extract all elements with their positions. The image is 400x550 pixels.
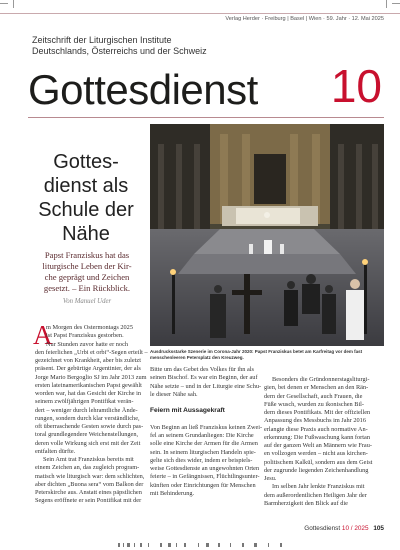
- body-text-line: aber dichten „Buona sera“ vom Balkon der: [35, 480, 144, 488]
- footer-magazine: Gottesdienst: [304, 525, 341, 532]
- body-text-line: dern dieses Pontifikats. Mit der offiziellen: [264, 409, 371, 416]
- body-text-line: Sein Amt trat Franziskus bereits mit: [43, 456, 134, 463]
- body-text-line: Nähe setzte – und in der Liturgie eine Schu-: [150, 382, 262, 390]
- drop-cap: A: [33, 320, 53, 350]
- photo-illustration: [150, 124, 384, 346]
- crop-mark: [0, 3, 8, 4]
- body-text-line: politischem Kalkül, sondern aus dem Geist: [264, 458, 373, 466]
- subtitle-line: Zeitschrift der Liturgischen Institute: [32, 35, 172, 45]
- body-text-line: mit Behinderung.: [150, 489, 195, 497]
- photo-caption: [150, 349, 384, 361]
- body-text-line: der zugrunde liegenden Zeichenhandlung: [264, 466, 369, 474]
- body-text-line: gezeichnet von Krankheit, aber bis zuletzt: [35, 357, 141, 364]
- body-text-line: Im selben Jahr lenkte Franziskus mit: [272, 483, 365, 491]
- body-text-line: seinem zwölfjährigen Pontifikat verän-: [35, 398, 134, 406]
- author-byline: Von Manuel Uder: [62, 298, 112, 305]
- body-text-line: entfalten dürfte.: [35, 447, 76, 455]
- page-footer: [304, 525, 384, 532]
- article-teaser: [28, 250, 146, 294]
- header-rule: [0, 13, 400, 14]
- crop-mark: [392, 3, 400, 4]
- print-marks: [118, 543, 288, 547]
- body-column-2: [150, 366, 263, 498]
- title-line: Schule der: [38, 199, 134, 221]
- body-text-line: [150, 416, 256, 424]
- body-text-line: dert – weniger durch lehramtliche Ände-: [35, 406, 138, 414]
- publication-line: Verlag Herder · Freiburg | Basel | Wien · 59. Jahr · 12. Mai 2025: [225, 16, 384, 22]
- title-line: Nähe: [62, 223, 110, 245]
- body-text-line: den feierlichen „Urbi et orbi“-Segen erteilt –: [35, 348, 148, 356]
- body-text-line: solle eine Kirche der Armen für die Armen: [150, 440, 258, 448]
- teaser-line: liturgische Leben der Kir-: [42, 261, 132, 271]
- magazine-title: Gottesdienst: [28, 66, 258, 113]
- title-rule: [28, 117, 384, 118]
- body-text-line: Nur Stunden zuvor hatte er noch: [46, 340, 129, 348]
- teaser-line: che geprägt und Zeichen: [44, 272, 130, 282]
- body-text-line: rungen, sondern durch klar verständliche,: [35, 414, 140, 422]
- body-text-line: feierte – in Gefängnissen, Flüchtlingsunter-: [150, 473, 260, 481]
- page-number: 105: [373, 525, 384, 532]
- teaser-line: gesetzt. – Ein Rückblick.: [43, 283, 131, 293]
- caption-line: menschenleeren Petersplatz den Kreuzweg.: [150, 355, 244, 361]
- magazine-subtitle: [32, 35, 292, 57]
- footer-issue: 10 / 2025: [341, 525, 369, 532]
- body-text-line: Jorge Mario Bergoglio SJ im Jahr 2013 zum: [35, 373, 147, 381]
- body-text-line: erlangte diese Praxis auch normative An-: [264, 425, 368, 433]
- body-text-line: [150, 399, 256, 407]
- body-text-line: deren volle Wirkung sich erst mit der Zeit: [35, 439, 141, 447]
- body-text-line: matisch wie liturgisch war: dem schlichten,: [35, 472, 145, 480]
- title-line: Gottes-: [53, 151, 119, 173]
- body-text-line: oft überraschende Gesten sowie durch pas-: [35, 423, 144, 430]
- body-column-1: [33, 320, 148, 506]
- body-text-line: dern der Gesellschaft, auch Frauen, die: [264, 392, 363, 400]
- body-text-line: auf der ganzen Welt an Männern wie Frau-: [264, 442, 372, 449]
- body-text-line: Von Beginn an ließ Franziskus keinen Zwei-: [150, 423, 263, 431]
- body-text-line: künften oder Einrichtungen für Menschen: [150, 481, 256, 489]
- body-text-line: Barmherzigkeit den Blick auf die: [264, 499, 348, 507]
- body-text-line: Füße wusch, wurden zu ikonischen Bil-: [264, 400, 365, 408]
- body-text-line: dem außerordentlichen Heiligen Jahr der: [264, 491, 367, 499]
- crop-mark: [13, 0, 14, 8]
- body-text-line: einem Zeichen an, das zugleich program-: [35, 464, 140, 472]
- body-text-line: Peterskirche aus. Anstatt eines päpstlichen: [35, 489, 142, 496]
- caption-line: Ausdrucksstarke Szenerie im Corona-Jahr 2020: Papst Franziskus betet am Karfreitag vor dem fast: [150, 349, 363, 354]
- body-text-line: Bitte um das Gebet des Volkes für ihn als: [150, 366, 255, 373]
- body-text-line: m Morgen des Ostermontags 2025: [46, 324, 133, 331]
- body-text-line: ist Papst Franziskus gestorben.: [46, 332, 124, 340]
- body-text-line: le dieser Nähe sah.: [150, 390, 198, 398]
- teaser-line: Papst Franziskus hat das: [44, 250, 130, 260]
- body-text-line: Anpassung des Messbuchs im Jahr 2016: [264, 417, 366, 425]
- article-title: [28, 150, 144, 246]
- body-text-line: seinen Bischof. Es war ein Beginn, der auf: [150, 374, 258, 382]
- subtitle-line: Deutschlands, Österreichs und der Schweiz: [32, 46, 207, 56]
- title-line: dienst als: [43, 175, 129, 197]
- body-text-line: ersten lateinamerikanischen Papst gewählt: [35, 381, 142, 389]
- body-text-line: präsent. Der gebürtige Argentinier, der als: [35, 365, 141, 373]
- body-text-line: weise Gottesdienste an ungewohnten Orten: [150, 465, 260, 472]
- body-text-line: fel an seinem Grundanliegen: Die Kirche: [150, 432, 254, 439]
- crop-mark: [386, 0, 387, 8]
- issue-number: 10: [330, 60, 382, 112]
- body-text-line: en vollzogen werden – nicht aus kirchen-: [264, 450, 368, 458]
- body-text-line: Besonders die Gründonnerstagsliturgi-: [272, 376, 370, 383]
- body-text-line: erkennung: Die Fußwaschung kann fortan: [264, 433, 370, 441]
- body-text-line: Jesu.: [264, 475, 277, 482]
- body-text-line: sein. In seinem liturgischen Handeln spie-: [150, 448, 256, 456]
- body-text-line: Segens eröffnete er sein Pontifikat mit der: [35, 497, 142, 505]
- section-heading: Feiern mit Aussagekraft: [150, 407, 225, 415]
- body-text-line: worden war, hat das Gesicht der Kirche in: [35, 390, 142, 397]
- body-text-line: toral grundlegendere Weichenstellungen,: [35, 431, 139, 439]
- article-photo: [150, 124, 384, 346]
- body-column-3: [264, 376, 382, 508]
- body-text-line: gien, bei denen er Menschen an den Rän-: [264, 384, 369, 392]
- body-text-line: gelte sich dies wider, indem er beispiels-: [150, 456, 253, 464]
